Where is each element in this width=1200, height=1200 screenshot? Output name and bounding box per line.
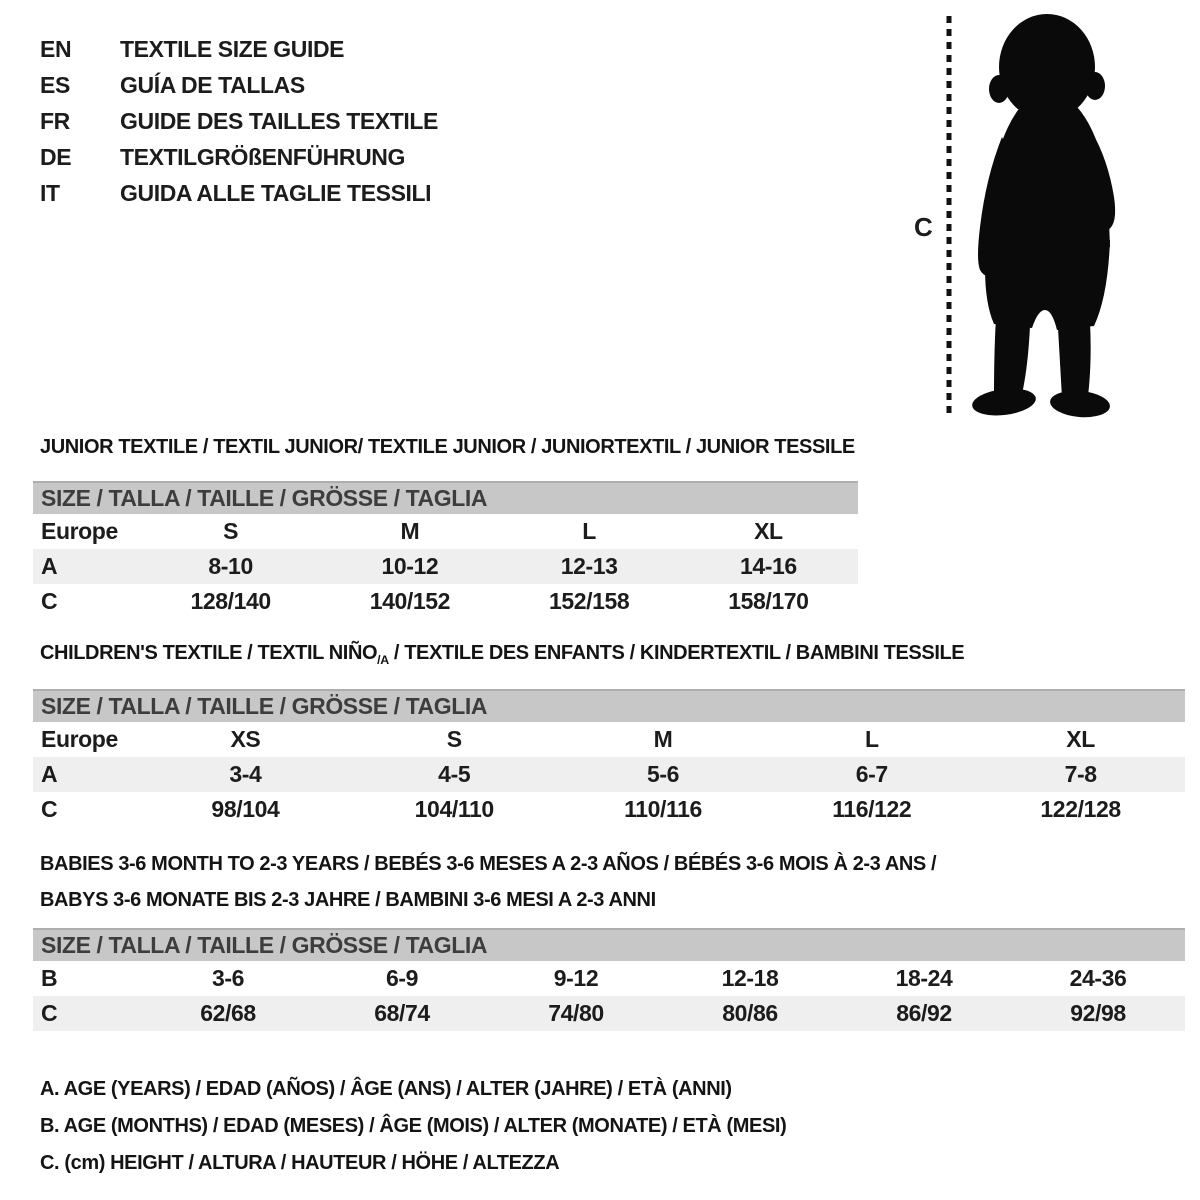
language-row (40, 103, 438, 139)
table-row (33, 584, 858, 619)
language-row (40, 175, 438, 211)
language-row (40, 31, 438, 67)
table-header (33, 928, 1185, 961)
size-value: 6-9 (385, 965, 419, 991)
table-header-label: SIZE / TALLA / TAILLE / GRÖSSE / TAGLIA (41, 485, 488, 511)
language-code: FR (40, 107, 70, 134)
language-title: TEXTILE SIZE GUIDE (120, 35, 345, 62)
legend (40, 1071, 786, 1182)
babies-size-table (33, 928, 1185, 1031)
size-value: M (653, 726, 673, 752)
junior-section-title: JUNIOR TEXTILE / TEXTIL JUNIOR/ TEXTILE JUNIOR / JUNIORTEXTIL / JUNIOR TESSILE (40, 436, 855, 458)
size-value: S (223, 518, 239, 544)
size-value: 9-12 (553, 965, 599, 991)
size-value: L (582, 518, 596, 544)
row-label: C (41, 796, 58, 822)
table-header-label: SIZE / TALLA / TAILLE / GRÖSSE / TAGLIA (41, 693, 488, 719)
language-code: EN (40, 35, 72, 62)
size-value: 8-10 (208, 553, 253, 579)
size-value: 98/104 (211, 796, 280, 822)
language-title: GUIDA ALLE TAGLIE TESSILI (120, 179, 432, 206)
size-value: 3-6 (211, 965, 245, 991)
size-value: 110/116 (624, 796, 702, 822)
language-code: ES (40, 71, 70, 98)
row-label: A (41, 553, 58, 579)
babies-section-title (40, 846, 936, 918)
size-value: 152/158 (548, 588, 630, 614)
table-row (33, 996, 1185, 1031)
language-row (40, 139, 438, 175)
row-label: B (41, 965, 58, 991)
size-value: 18-24 (895, 965, 953, 991)
row-label: Europe (41, 518, 118, 544)
toddler-silhouette-icon (958, 12, 1143, 422)
size-value: 12-18 (721, 965, 779, 991)
size-value: 140/152 (369, 588, 451, 614)
language-row (40, 67, 438, 103)
size-value: XS (230, 726, 261, 752)
table-row (33, 722, 1185, 757)
size-value: 14-16 (739, 553, 797, 579)
size-value: 158/170 (728, 588, 809, 614)
size-value: XL (754, 518, 783, 544)
size-value: 80/86 (722, 1000, 778, 1026)
babies-title-line: BABYS 3-6 MONATE BIS 2-3 JAHRE / BAMBINI 3-6 MESI A 2-3 ANNI (40, 889, 656, 911)
size-value: 128/140 (190, 588, 271, 614)
size-value: 92/98 (1070, 1000, 1126, 1026)
size-value: 62/68 (200, 1000, 256, 1026)
size-value: 116/122 (832, 796, 912, 822)
language-code: IT (40, 179, 60, 206)
children-size-table (33, 689, 1185, 827)
language-title: GUÍA DE TALLAS (120, 71, 305, 98)
children-title-part: / TEXTILE DES ENFANTS / KINDERTEXTIL / BAMBINI TESSILE (388, 642, 965, 664)
size-value: 10-12 (381, 553, 439, 579)
table-row (33, 757, 1185, 792)
size-value: 6-7 (855, 761, 888, 787)
babies-title-line: BABIES 3-6 MONTH TO 2-3 YEARS / BEBÉS 3-6 MESES A 2-3 AÑOS / BÉBÉS 3-6 MOIS À 2-3 ANS / (40, 853, 937, 875)
row-label: A (41, 761, 58, 787)
size-value: L (864, 726, 879, 752)
size-value: 122/128 (1040, 796, 1121, 822)
size-value: XL (1066, 726, 1095, 752)
size-value: 86/92 (896, 1000, 952, 1026)
children-title-subscript: /A (377, 653, 389, 667)
table-row (33, 549, 858, 584)
size-value: M (400, 518, 420, 544)
children-section-title (40, 642, 964, 667)
junior-size-table (33, 481, 858, 619)
size-value: S (446, 726, 462, 752)
children-title-part: CHILDREN'S TEXTILE / TEXTIL NIÑO (40, 642, 378, 664)
table-row (33, 961, 1185, 996)
row-label: C (41, 588, 58, 614)
height-measure-line (946, 16, 952, 418)
legend-line-a: A. AGE (YEARS) / EDAD (AÑOS) / ÂGE (ANS) / ALTER (JAHRE) / ETÀ (ANNI) (40, 1078, 732, 1100)
size-value: 24-36 (1069, 965, 1127, 991)
row-label: C (41, 1000, 58, 1026)
table-row (33, 514, 858, 549)
row-label: Europe (41, 726, 118, 752)
size-value: 3-4 (229, 761, 262, 787)
size-value: 12-13 (560, 553, 618, 579)
language-code: DE (40, 143, 72, 170)
legend-line-b: B. AGE (MONTHS) / EDAD (MESES) / ÂGE (MOIS) / ALTER (MONATE) / ETÀ (MESI) (40, 1115, 787, 1137)
size-value: 74/80 (548, 1000, 604, 1026)
language-list (40, 31, 438, 211)
size-value: 104/110 (414, 796, 494, 822)
table-header-label: SIZE / TALLA / TAILLE / GRÖSSE / TAGLIA (41, 932, 488, 958)
language-title: GUIDE DES TAILLES TEXTILE (120, 107, 438, 134)
size-value: 7-8 (1064, 761, 1097, 787)
language-title: TEXTILGRÖßENFÜHRUNG (120, 143, 405, 170)
height-measure-label: C (914, 212, 933, 242)
legend-line-c: C. (cm) HEIGHT / ALTURA / HAUTEUR / HÖHE / ALTEZZA (40, 1152, 560, 1174)
size-value: 5-6 (646, 761, 680, 787)
size-value: 4-5 (438, 761, 471, 787)
table-header (33, 689, 1185, 722)
table-row (33, 792, 1185, 827)
size-value: 68/74 (374, 1000, 430, 1026)
table-header (33, 481, 858, 514)
